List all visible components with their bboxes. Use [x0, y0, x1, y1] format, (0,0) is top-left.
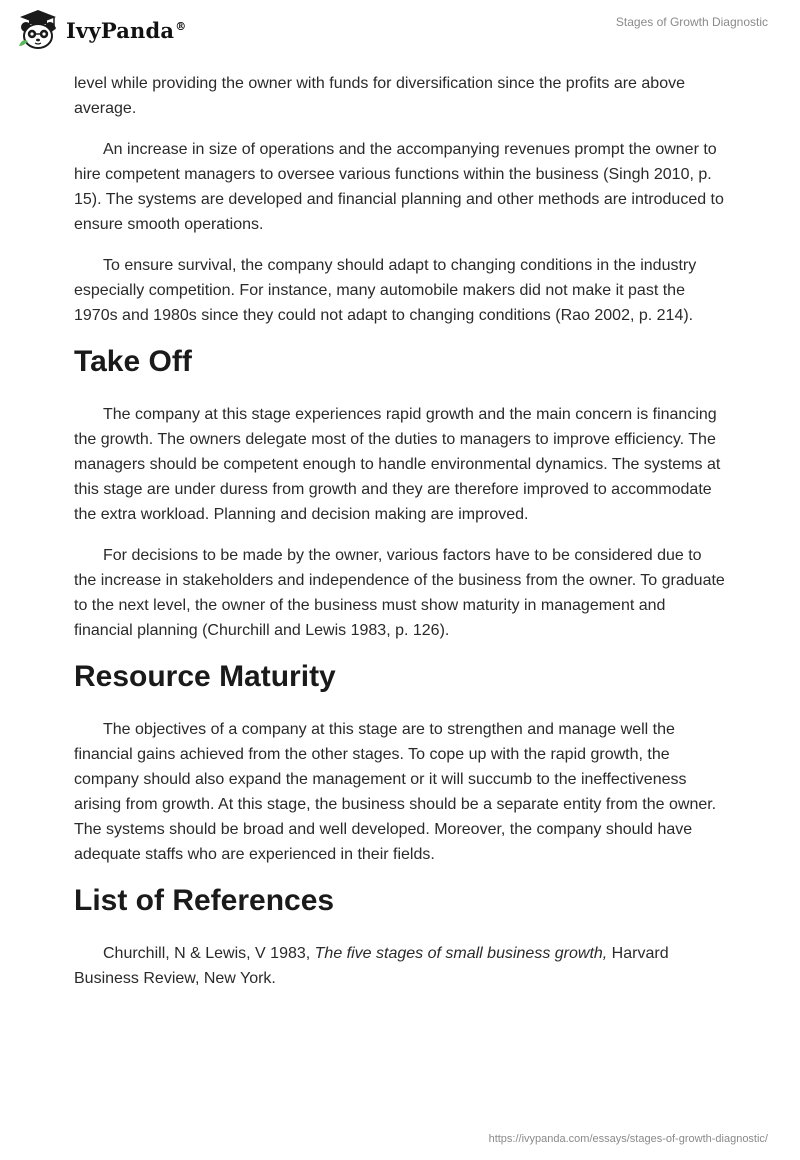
source-url[interactable]: https://ivypanda.com/essays/stages-of-growth-diagnostic/ [488, 1133, 768, 1145]
reference-authors: Churchill, N & Lewis, V 1983, [103, 945, 315, 962]
essay-body [74, 71, 728, 1007]
paragraph: The company at this stage experiences rapid growth and the main concern is financing the growth. The owners delegate most of the duties to managers to improve efficiency. The managers should be competent enough to handle environmental dynamics. The systems at this stage are under duress from growth and they are therefore improved to accommodate the extra workload. Planning and decision making are improved. [74, 406, 721, 523]
paragraph: For decisions to be made by the owner, various factors have to be considered due to the increase in stakeholders and independence of the business from the owner. To graduate to the next level, the owner of the business must show maturity in management and financial planning (Churchill and Lewis 1983, p. 126). [74, 547, 725, 639]
paragraph: An increase in size of operations and the accompanying revenues prompt the owner to hire competent managers to oversee various functions within the business (Singh 2010, p. 15). The systems are developed and financial planning and other methods are introduced to ensure smooth operations. [74, 141, 724, 233]
document-title: Stages of Growth Diagnostic [615, 15, 768, 29]
section-heading-resource-maturity: Resource Maturity [74, 660, 336, 693]
reference-publisher: Harvard Business Review, New York. [74, 945, 669, 987]
section-heading-take-off: Take Off [74, 345, 192, 378]
paragraph-continuation: level while providing the owner with funds for diversification since the profits are above average. [74, 75, 685, 117]
reference-title: The five stages of small business growth, [314, 945, 608, 962]
brand-name: IvyPanda [66, 17, 175, 43]
section-heading-references: List of References [74, 884, 335, 917]
reference-entry [74, 941, 728, 991]
registered-mark: ® [175, 19, 187, 33]
logo-wordmark [66, 18, 186, 43]
paragraph: The objectives of a company at this stage are to strengthen and manage well the financial gains achieved from the other stages. To cope up with the rapid growth, the company should also expand the management or it will succumb to the ineffectiveness arising from growth. At this stage, the business should be a separate entity from the owner. The systems should be broad and well developed. Moreover, the company should have adequate staffs who are experienced in their fields. [74, 721, 717, 863]
page-header [0, 0, 800, 62]
panda-mascot-icon [16, 8, 60, 52]
paragraph: To ensure survival, the company should adapt to changing conditions in the industry especially competition. For instance, many automobile makers did not make it past the 1970s and 1980s since they could not adapt to changing conditions (Rao 2002, p. 214). [74, 257, 697, 324]
ivypanda-logo[interactable] [16, 8, 186, 52]
